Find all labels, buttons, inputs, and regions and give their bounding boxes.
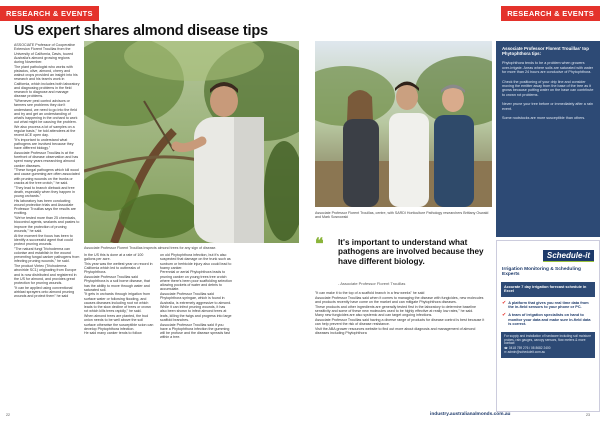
ad-bullet-2: A team of irrigation specialists on hand to monitor your data and make sure in-field data is correct. [508,313,591,327]
photo-inspecting-almond-trees [84,41,299,243]
paragraph: When almond trees are planted, the bud union needs to be well above the soil surface otherwise the susceptible scion can develop Phytophthora infection. [84,314,154,331]
paragraph: These products and other ingredients are generally tested first in the laboratory to determine baseline sensitivity and some of these new molecules used to be highly effective at really low rates," he said. [315,304,477,313]
ad-bullet-2-row [497,311,599,328]
sidebar-tip-4: Some rootstocks are more susceptible than others. [502,116,586,121]
paragraph: "It gets in orchards through irrigation from surface water or following flooding, and causes diseases including root rot which leads to the slow decline of trees or crown rot which kills trees rapidly," he said. [84,292,151,314]
paragraph: Associate Professor Trouillas said having a diverse range of products for disease control is best because it can help prevent the risk of disease resistance. [315,318,485,327]
paragraph: This year was the wettest year on record in California which led to outbreaks of Phytophthora. [84,261,153,275]
researchers-photo-image [315,41,492,207]
pull-quote: It's important to understand what pathogens are involved because they have different biology. [338,238,484,266]
section-tag-right: RESEARCH & EVENTS [501,6,600,21]
paragraph: Associate Professor Trouillas said if you have a Phytophthora infection the gumming will be profuse and the disease spreads fast within a tree. [160,322,230,340]
section-tag-left: RESEARCH & EVENTS [0,6,99,21]
article-title: US expert shares almond disease tips [14,23,268,39]
paragraph: Visit the ABA grower resources website to find out more about diagnosis and management of almond diseases including Phytophthora [315,326,476,336]
article-column-2 [84,253,154,413]
ad-email[interactable]: admin@scheduleit.com.au [507,350,546,355]
paragraph: "They lead to branch dieback and tree death, especially when they happen in young orchards." [14,185,75,199]
checkmark-icon: ✔ [502,312,507,319]
schedule-it-advert[interactable] [496,240,600,412]
paragraph: Many new fungicides are also systemic and can target ongoing infections. [315,313,433,318]
ad-tagline: Irrigation Monitoring & Scheduling Experts [502,267,581,278]
ad-contact-box [501,332,595,359]
article-column-4 [315,291,490,413]
photo1-caption: Associate Professor Florent Trouillas inspects almond trees for any sign of disease. [84,246,217,250]
paragraph: Associate Professor Trouillas is at the forefront of disease observation and has spent many years researching almond canker diseases. [14,150,79,168]
paragraph: "The natural fungi Trichoderma can colonise and establish in the wound preventing fungal canker pathogens from infecting pruning wounds," he said. [14,246,80,264]
sidebar-tip-1: Phytophthora tends to be a problem when growers over-irrigate. Areas where soils are saturated with water for more than 24 hours are conducive of Phytophthora. [502,61,593,75]
paragraph: on old Phytophthora infection, but it's also suspected that damage on the trunk such as sunburn or herbicide injury also could lead to foamy canker. [160,253,232,270]
sidebar-tip-2: Check the positioning of your drip line and consider moving the emitter away from the base of the tree as it grows because putting water on the base can contribute to crown rot problems. [502,79,594,97]
paragraph: "Whenever pest control advisors or farmers see problems they don't understand, we need to go into the field and try and get an understanding of what's happening in the orchard to work out what might be causing the problem. We also process a lot of samples on a regular basis," he told attendees at the recent ACE open day. [14,99,78,138]
paragraph: In the US this is done at a rate of 100 gallons per acre. [84,253,144,262]
paragraph: "It can be applied using conventional airblast sprayers onto almond pruning wounds and protect them" he said [14,285,75,299]
phone-icon: ☎ [504,346,508,351]
paragraph: Perennial or aerial Phytophthora leads to pruning canker on young trees tree crotch where there's been poor scaffolding selection allowing pockets of water and debris to accumulate. [160,270,232,292]
article-column-3 [160,253,232,413]
ad-bullet-1: A platform that gives you real time data from the in-field sensors to your phone or PC. [508,300,589,310]
quote-mark-icon: ❝ [315,234,324,253]
ad-contact-text: For supply and installation of hardware including soil moisture probes, rain gauges, canopy sensors, flow meters & more contact: [504,333,591,346]
paragraph: At the moment the focus has been to identify a successful agent that could protect pruning wounds. [14,233,73,247]
paragraph: The plant pathologist who works with pistacios, olive, almond, cherry and walnut crops provided an insight into his research and his team's work in California, which includes both laboratory and diagnosing problems in the field research to diagnose and manage disease problems. [14,64,80,99]
sidebar-title: Associate Professor Florent Trouillas' top Phytophthora tips: [502,46,589,57]
sidebar-tip-3: Never prune your tree before or immediately after a rain event. [502,102,594,111]
tips-sidebar [496,41,600,237]
ad-bullet-1-row [497,299,599,312]
pull-quote-attribution: - Associate Professor Florent Trouillas [338,281,406,286]
paragraph: He said many canker tends to follow [84,331,142,336]
checkmark-icon: ✔ [502,299,507,306]
paragraph: Associate Professor Trouillas said when it comes to managing the disease with fungicides, new molecules and products recently have come on the market and can mitigate Phytophthora diseases. [315,295,484,304]
paragraph: The product Vintec (Trichoderma atroviride SC1) originating from Europe and is now distributed and registered in the US for almond, and provides great protection for pruning wounds. [14,264,77,286]
ad-phone[interactable]: 0418 759 276 / 08 8682 2400 [508,346,551,351]
paragraph: While it can infect pruning wounds, it has also been shown to infect almond trees at leafs, killing the twigs and progress into large scaffold branches. [160,305,232,322]
paragraph: His laboratory has been conducting wound protection trials and Associate Professor Trouillas says the results are exciting. [14,198,76,216]
page-number-left: 22 [6,413,10,417]
footer-website[interactable]: industry.australianalmonds.com.au [430,412,511,417]
paragraph: ASSOCIATE Professor of Cooperative Extension Florent Trouillas from the University of California, Davis, toured Australia's almond growing regions during November. [14,43,76,64]
photo2-caption: Associate Professor Florent Trouillas, centre, with SARDI Horticulture Pathology researchers Brittany Oswald and Mark Sosnowski [315,211,489,220]
ad-headline: Accurate 7 day irrigation forecast schedule in Excel [501,282,595,297]
paragraph: "It's important to understand what pathogens are involved because they have different biology." [14,137,74,151]
article-column-1 [14,43,80,413]
email-icon: ✉ [504,350,507,355]
orchard-photo-image [84,41,299,243]
paragraph: Associate Professor Trouillas said Phytophthora is a soil borne disease, that has the ability to move through water and saturated soil. [84,275,150,292]
photo-three-researchers [315,41,492,207]
ad-brand-logo: Schedule-it [543,250,594,262]
paragraph: Associate Professor Trouillas said Phytophthora syringae, which is found in Australia, is extremely aggressive to almond. [160,292,232,305]
paragraph: "These fungal pathogens which kill wood and cause gumming are often associated with pruning wounds on the trunks or cracks at the tree crotch," he said. [14,168,80,185]
paragraph: "We've tested more than 25 chemicals, biocontrol agents, sealants and pastes to improve the protection of pruning wounds," he said. [14,216,80,233]
paragraph: "It can make it to the top of a scaffold branch in a few weeks" he said [315,291,425,295]
page-number-right: 23 [586,413,590,417]
